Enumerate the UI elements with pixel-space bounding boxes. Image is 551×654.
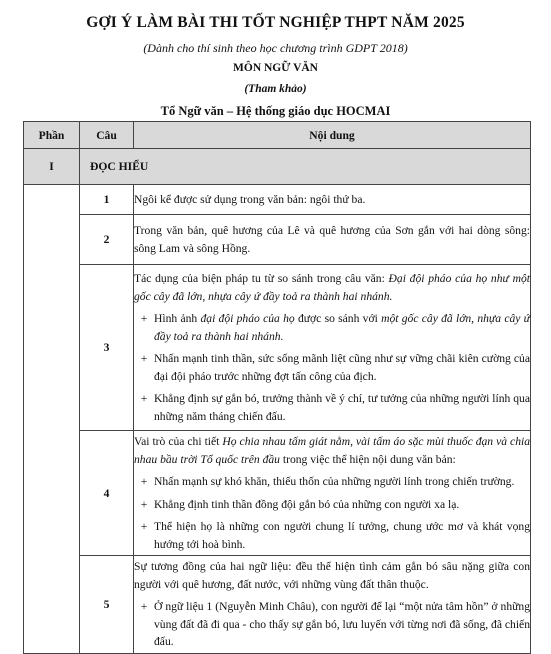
question-number: 2 [80, 215, 134, 265]
answer-content [134, 431, 531, 556]
question-number: 1 [80, 185, 134, 215]
bullet-mark: + [140, 600, 148, 614]
reference-label: (Tham khảo) [244, 83, 307, 95]
page-subtitle: (Dành cho thí sinh theo học chương trình GDPT 2018) [143, 41, 408, 55]
table-row [24, 265, 531, 431]
bullet-text: Khẳng định tinh thần đồng đội gắn bó của những con người xa lạ. [154, 497, 460, 511]
bullet-text: Nhấn mạnh sự khó khăn, thiếu thốn của những người lính trong chiến trường. [154, 475, 515, 488]
answer-intro [134, 270, 530, 305]
question-number: 5 [80, 556, 134, 654]
answer-content [134, 265, 531, 431]
table-row [24, 215, 531, 265]
answer-content: Trong văn bản, quê hương của Lê và quê hương của Sơn gắn với hai dòng sông: sông Lam và sông Hồng. [134, 215, 531, 265]
table-row [24, 431, 531, 556]
page-title: GỢI Ý LÀM BÀI THI TỐT NGHIỆP THPT NĂM 2025 [86, 14, 465, 31]
team-label: Tổ Ngữ văn – Hệ thống giáo dục HOCMAI [160, 104, 391, 118]
bullet-quote: đại đội pháo của họ [200, 312, 295, 325]
bullet-item [134, 518, 530, 553]
bullet-quote: một gốc cây đã lớn, nhựa cây ứ đầy toả ra thành hai nhánh. [154, 312, 530, 343]
answer-content: Ngôi kể được sử dụng trong văn bản: ngôi thứ ba. [134, 185, 531, 215]
intro-text: trong việc thể hiện nội dung văn bản: [279, 452, 456, 466]
bullet-text [154, 310, 530, 345]
bullet-text-part: được so sánh với [294, 312, 382, 325]
bullet-text-part: Hình ảnh [154, 312, 201, 325]
bullet-item [134, 350, 530, 385]
bullet-text: Ở ngữ liệu 1 (Nguyễn Minh Châu), con người để lại “một nửa tâm hồn” ở những vùng đất đã đi qua - cho thấy sự gắn bó, lưu luyến với từng nơi đã sống, đã chiến đấu. [154, 600, 530, 649]
bullet-item [134, 473, 530, 491]
table-row [24, 185, 531, 215]
answer-table [23, 121, 531, 654]
intro-text: Vai trò của chi tiết [134, 435, 223, 448]
header-content: Nội dung [134, 122, 531, 149]
header-question: Câu [80, 122, 134, 149]
bullet-mark: + [140, 312, 148, 325]
bullet-item [134, 598, 530, 651]
question-number: 4 [80, 431, 134, 556]
bullet-mark: + [140, 520, 148, 533]
section-row [24, 149, 531, 185]
question-number: 3 [80, 265, 134, 431]
bullet-mark: + [140, 475, 148, 488]
bullet-mark: + [140, 497, 148, 511]
bullet-text: Thể hiện họ là những con người chung lí tưởng, chung ước mơ và khát vọng hướng tới hoà bình. [154, 520, 530, 551]
table-row [24, 556, 531, 654]
answer-content [134, 556, 531, 654]
bullet-text: Nhấn mạnh tinh thần, sức sống mãnh liệt cũng như sự vững chãi kiên cường của đại đội pháo trước những đợt tấn công của địch. [154, 352, 530, 383]
part-cell-empty [24, 185, 80, 654]
intro-text: Tác dụng của biện pháp tu từ so sánh trong câu văn: [134, 272, 389, 285]
intro-quote: Đại đội pháo của họ như một gốc cây đã lớn, nhựa cây ứ đầy toả ra thành hai nhánh. [134, 272, 530, 303]
section-title: ĐỌC HIỂU [80, 149, 531, 185]
answer-intro [134, 433, 530, 468]
header-part: Phần [24, 122, 80, 149]
table-header-row [24, 122, 531, 149]
intro-quote: Họ chia nhau tấm giát nằm, vài tấm áo sặc mùi thuốc đạn và chia nhau bầu trời Tổ quốc trên đầu [134, 435, 531, 466]
bullet-item [134, 390, 530, 425]
bullet-text: Khẳng định sự gắn bó, trưởng thành về ý chí, tư tưởng của những người lính qua những năm tháng chiến đấu. [154, 392, 530, 423]
bullet-mark: + [140, 352, 148, 365]
bullet-item [134, 310, 530, 345]
subject-label: MÔN NGỮ VĂN [233, 62, 318, 74]
section-part: I [24, 149, 80, 185]
bullet-mark: + [140, 392, 148, 405]
bullet-item [134, 496, 530, 514]
answer-intro: Sự tương đồng của hai ngữ liệu: đều thể hiện tình cảm gắn bó sâu nặng giữa con người với quê hương, đất nước, với những vùng đất thân thuộc. [134, 560, 530, 591]
